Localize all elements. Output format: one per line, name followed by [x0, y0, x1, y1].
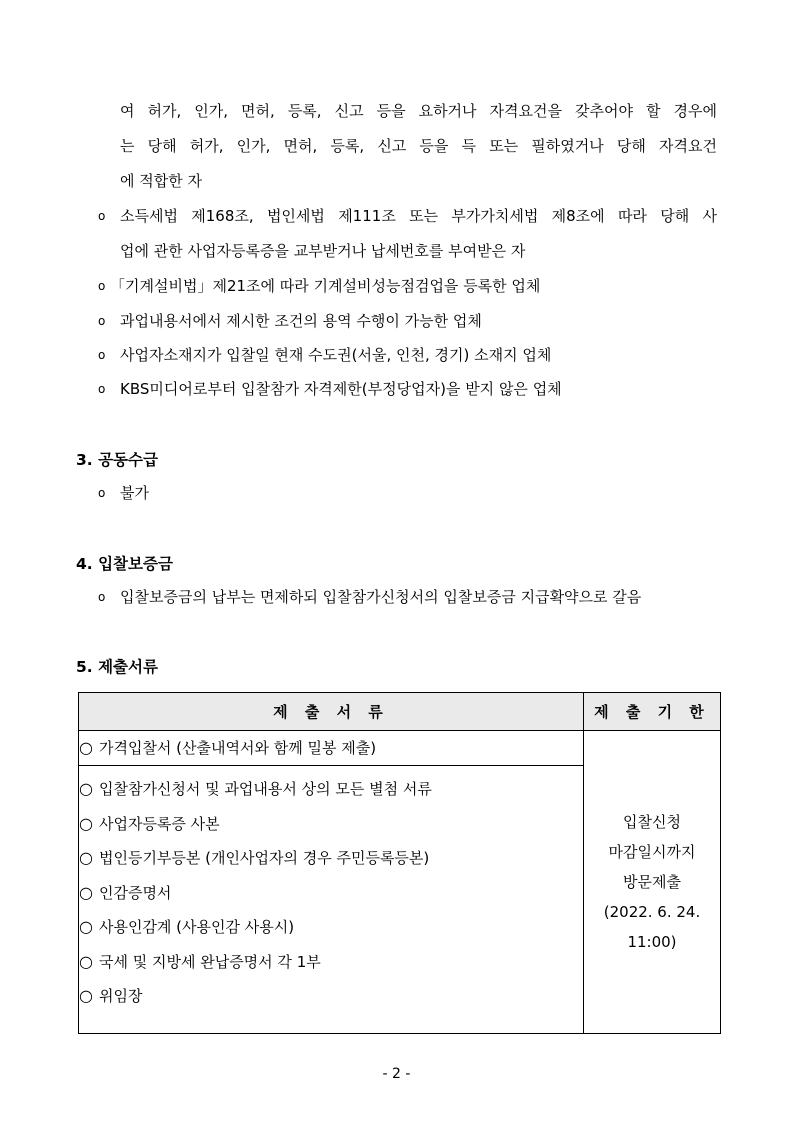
qualification-line: 사업자소재지가 입찰일 현재 수도권(서울, 인천, 경기) 소재지 업체	[120, 346, 552, 364]
deadline-line: 11:00)	[627, 933, 677, 951]
deadline-cell	[584, 731, 721, 1034]
qualification-line: 소득세법 제168조, 법인세법 제111조 또는 부가가치세법 제8조에 따라 당해 사	[120, 207, 717, 225]
qualification-line: KBS미디어로부터 입찰참가 자격제한(부정당업자)을 받지 않은 업체	[120, 380, 562, 398]
continuation-line: 여 허가, 인가, 면허, 등록, 신고 등을 요하거나 자격요건을 갖추어야 할 경우에	[120, 102, 717, 120]
section-heading: 4. 입찰보증금	[76, 555, 173, 573]
circle-marker: ○	[79, 917, 93, 936]
price-bid-cell	[79, 731, 584, 766]
circle-marker: ○	[79, 951, 93, 971]
submission-table	[78, 692, 721, 1034]
circle-marker: ○	[79, 813, 93, 833]
section-item: 불가	[120, 484, 149, 502]
bullet-marker: o	[98, 382, 106, 396]
bullet-marker: o	[98, 590, 106, 604]
bullet-marker: o	[98, 348, 106, 362]
list-item: ○ 가격입찰서 (산출내역서와 함께 밀봉 제출)	[79, 738, 377, 757]
qualification-line: 과업내용서에서 제시한 조건의 용역 수행이 가능한 업체	[120, 312, 482, 330]
circle-marker: ○	[79, 882, 93, 902]
bullet-marker: o	[98, 279, 106, 293]
circle-marker: ○	[79, 779, 93, 798]
circle-marker: ○	[79, 738, 93, 757]
continuation-line: 는 당해 허가, 인가, 면허, 등록, 신고 등을 득 또는 필하였거나 당해 자격요건	[120, 137, 717, 155]
list-item: ○ 인감증명서	[79, 882, 172, 902]
list-item: ○ 위임장	[79, 986, 143, 1005]
documents-cell	[79, 766, 584, 1034]
deadline-line: 방문제출	[623, 873, 681, 891]
circle-marker: ○	[79, 848, 93, 867]
bullet-marker: o	[98, 486, 106, 500]
table-row	[79, 731, 721, 766]
table-header-row	[79, 693, 721, 731]
qualification-line: 업에 관한 사업자등록증을 교부받거나 납세번호를 부여받은 자	[120, 242, 526, 260]
page-number: - 2 -	[382, 1066, 411, 1082]
deadline-line: (2022. 6. 24.	[603, 903, 701, 921]
deadline-line: 마감일시까지	[608, 843, 696, 861]
list-item: ○ 입찰참가신청서 및 과업내용서 상의 모든 별첨 서류	[79, 779, 432, 798]
circle-marker: ○	[79, 986, 93, 1005]
deadline-line: 입찰신청	[623, 813, 681, 831]
section-heading: 3. 공동수급	[76, 451, 158, 469]
list-item: ○ 법인등기부등본 (개인사업자의 경우 주민등록등본)	[79, 848, 430, 867]
continuation-line: 에 적합한 자	[120, 172, 202, 190]
column-header-deadline: 제 출 기 한	[584, 693, 721, 731]
section-heading: 5. 제출서류	[76, 658, 158, 676]
list-item: ○ 국세 및 지방세 완납증명서 각 1부	[79, 951, 321, 971]
section-item: 입찰보증금의 납부는 면제하되 입찰참가신청서의 입찰보증금 지급확약으로 갈음	[120, 588, 642, 606]
column-header-documents: 제 출 서 류	[79, 693, 584, 731]
bullet-marker: o	[98, 209, 106, 223]
list-item: ○ 사업자등록증 사본	[79, 813, 220, 833]
qualification-line: 「기계설비법」제21조에 따라 기계설비성능점검업을 등록한 업체	[110, 277, 541, 295]
list-item: ○ 사용인감계 (사용인감 사용시)	[79, 917, 295, 936]
bullet-marker: o	[98, 314, 106, 328]
